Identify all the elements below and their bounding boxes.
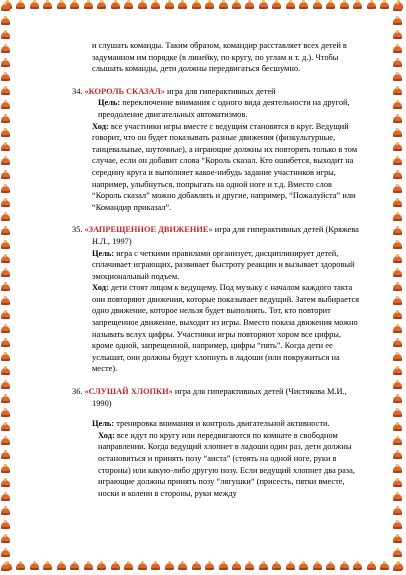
- orange-pot-ornament-icon: [0, 226, 11, 237]
- move-text: все участники игры вместе с ведущим становятся в круг. Ведущий говорит, что он будет показывать разные движения (физкультурные, танцевальные, шуточные), а играющие должны их повторять только в том случае, если он добавит слова “Король сказал. Кто ошибется, выходит на середину круга и выполняет какое-нибудь задание участников игры, например, улыбнуться, попрыгать на одной ноге и т.д. Вместо слов “Король сказал” можно добавлять и другие, например, “Пожалуйста” или “Командир приказал”.: [92, 121, 358, 212]
- orange-pot-ornament-icon: [42, 0, 53, 11]
- orange-pot-ornament-icon: [392, 16, 403, 27]
- orange-pot-ornament-icon: [392, 394, 403, 405]
- orange-pot-ornament-icon: [0, 380, 11, 391]
- orange-pot-ornament-icon: [298, 561, 309, 572]
- orange-pot-ornament-icon: [392, 464, 403, 475]
- move-text: все идут по кругу или передвигаются по комнате в свободном направлении. Когда ведущий хлопнет в ладоши один раз, дети должны остановиться и принять позу “аиста” (стоять на одной ноге, руки в стороны) или какую-либо другую позу. Если ведущий хлопнет два раза, играющие должны принять позу “лягушки” (присесть, пятки вместе, носки и колени в стороны, руки между: [98, 430, 355, 498]
- game-move: [92, 430, 362, 500]
- orange-pot-ornament-icon: [0, 198, 11, 209]
- orange-pot-ornament-icon: [325, 561, 336, 572]
- orange-pot-ornament-icon: [0, 338, 11, 349]
- orange-pot-ornament-icon: [0, 184, 11, 195]
- orange-pot-ornament-icon: [392, 72, 403, 83]
- orange-pot-ornament-icon: [69, 0, 80, 11]
- orange-pot-ornament-icon: [123, 561, 134, 572]
- game-heading: [72, 386, 362, 409]
- orange-pot-ornament-icon: [392, 44, 403, 55]
- orange-pot-ornament-icon: [29, 561, 40, 572]
- orange-pot-ornament-icon: [204, 0, 215, 11]
- orange-pot-ornament-icon: [0, 170, 11, 181]
- goal-text: игра с четкими правилами организует, дисциплинирует детей, сплачивает играющих, развивает быстроту реакции и вызывает здоровый эмоциональный подъем.: [92, 248, 355, 281]
- orange-pot-ornament-icon: [392, 184, 403, 195]
- orange-pot-ornament-icon: [164, 561, 175, 572]
- orange-pot-ornament-icon: [15, 0, 26, 11]
- orange-pot-ornament-icon: [352, 561, 363, 572]
- game-title: «ЗАПРЕЩЕННОЕ ДВИЖЕНИЕ»: [84, 225, 213, 235]
- orange-pot-ornament-icon: [392, 226, 403, 237]
- orange-pot-ornament-icon: [298, 0, 309, 11]
- game-goal: [92, 418, 362, 430]
- orange-pot-ornament-icon: [0, 534, 11, 545]
- orange-pot-ornament-icon: [392, 296, 403, 307]
- orange-pot-ornament-icon: [312, 561, 323, 572]
- orange-pot-ornament-icon: [392, 268, 403, 279]
- orange-pot-ornament-icon: [392, 338, 403, 349]
- orange-pot-ornament-icon: [231, 0, 242, 11]
- orange-pot-ornament-icon: [137, 561, 148, 572]
- game-title: «СЛУШАЙ ХЛОПКИ»: [84, 387, 173, 397]
- orange-pot-ornament-icon: [312, 0, 323, 11]
- document-body: [72, 40, 362, 510]
- game-move: [92, 121, 362, 214]
- game-subtitle: игра для гиперактивных детей (Чистякова М.И., 1990): [92, 387, 347, 408]
- game-34: [72, 86, 362, 214]
- orange-pot-ornament-icon: [392, 380, 403, 391]
- orange-pot-ornament-icon: [392, 408, 403, 419]
- orange-pot-ornament-icon: [392, 128, 403, 139]
- orange-pot-ornament-icon: [0, 254, 11, 265]
- game-heading: [72, 86, 362, 98]
- orange-pot-ornament-icon: [231, 561, 242, 572]
- orange-pot-ornament-icon: [150, 561, 161, 572]
- move-text: дети стоят лицом к ведущему. Под музыку с началом каждого такта они повторяют движения, которые показывает ведущий. Затем выбирается одно движение, которое нельзя будет выполнять. Тот, кто повторит запрещенное движение, выходит из игры. Вместо показа движения можно называть вслух цифры. Участники игры повторяют хором все цифры, кроме одной, запрещенной, например, цифры “пять”. Когда дети ее услышат, они должны будут хлопнуть в ладоши (или покружиться на месте).: [92, 283, 360, 374]
- orange-pot-ornament-icon: [191, 561, 202, 572]
- orange-pot-ornament-icon: [379, 0, 390, 11]
- orange-pot-ornament-icon: [83, 561, 94, 572]
- game-title: «КОРОЛЬ СКАЗАЛ»: [84, 86, 165, 96]
- orange-pot-ornament-icon: [285, 561, 296, 572]
- orange-pot-ornament-icon: [0, 450, 11, 461]
- game-36: [72, 386, 362, 499]
- orange-pot-ornament-icon: [0, 394, 11, 405]
- orange-pot-ornament-icon: [392, 324, 403, 335]
- orange-pot-ornament-icon: [137, 0, 148, 11]
- orange-pot-ornament-icon: [123, 0, 134, 11]
- game-subtitle: игра для гиперактивных детей (Кряжева Н.Л., 1997): [92, 225, 359, 246]
- orange-pot-ornament-icon: [392, 212, 403, 223]
- orange-pot-ornament-icon: [258, 0, 269, 11]
- game-goal: [92, 248, 362, 283]
- orange-pot-ornament-icon: [0, 282, 11, 293]
- orange-pot-ornament-icon: [218, 0, 229, 11]
- orange-pot-ornament-icon: [339, 0, 350, 11]
- orange-pot-ornament-icon: [0, 16, 11, 27]
- orange-pot-ornament-icon: [392, 100, 403, 111]
- orange-pot-ornament-icon: [56, 561, 67, 572]
- orange-pot-ornament-icon: [339, 561, 350, 572]
- move-label: Ход:: [92, 121, 109, 131]
- orange-pot-ornament-icon: [392, 170, 403, 181]
- orange-pot-ornament-icon: [392, 548, 403, 559]
- orange-pot-ornament-icon: [392, 422, 403, 433]
- orange-pot-ornament-icon: [392, 254, 403, 265]
- border-right: [392, 0, 406, 575]
- orange-pot-ornament-icon: [56, 0, 67, 11]
- orange-pot-ornament-icon: [392, 142, 403, 153]
- orange-pot-ornament-icon: [0, 128, 11, 139]
- orange-pot-ornament-icon: [0, 464, 11, 475]
- game-35: [72, 224, 362, 375]
- orange-pot-ornament-icon: [366, 561, 377, 572]
- border-bottom: [0, 561, 406, 575]
- orange-pot-ornament-icon: [0, 142, 11, 153]
- orange-pot-ornament-icon: [0, 268, 11, 279]
- orange-pot-ornament-icon: [177, 0, 188, 11]
- orange-pot-ornament-icon: [392, 156, 403, 167]
- orange-pot-ornament-icon: [0, 478, 11, 489]
- goal-label: Цель:: [98, 98, 121, 108]
- orange-pot-ornament-icon: [325, 0, 336, 11]
- orange-pot-ornament-icon: [0, 30, 11, 41]
- orange-pot-ornament-icon: [379, 561, 390, 572]
- orange-pot-ornament-icon: [0, 86, 11, 97]
- game-number: 34.: [72, 86, 83, 96]
- orange-pot-ornament-icon: [392, 506, 403, 517]
- goal-label: Цель:: [92, 248, 115, 258]
- orange-pot-ornament-icon: [96, 0, 107, 11]
- orange-pot-ornament-icon: [0, 2, 11, 13]
- orange-pot-ornament-icon: [0, 422, 11, 433]
- goal-text: тренировка внимания и контроль двигательной активности.: [114, 419, 330, 429]
- goal-label: Цель:: [92, 419, 115, 429]
- orange-pot-ornament-icon: [392, 58, 403, 69]
- orange-pot-ornament-icon: [110, 561, 121, 572]
- orange-pot-ornament-icon: [218, 561, 229, 572]
- orange-pot-ornament-icon: [0, 310, 11, 321]
- orange-pot-ornament-icon: [392, 492, 403, 503]
- orange-pot-ornament-icon: [392, 2, 403, 13]
- orange-pot-ornament-icon: [392, 520, 403, 531]
- orange-pot-ornament-icon: [392, 352, 403, 363]
- orange-pot-ornament-icon: [177, 561, 188, 572]
- move-label: Ход:: [92, 283, 109, 293]
- orange-pot-ornament-icon: [0, 58, 11, 69]
- orange-pot-ornament-icon: [0, 562, 11, 573]
- orange-pot-ornament-icon: [164, 0, 175, 11]
- orange-pot-ornament-icon: [15, 561, 26, 572]
- border-left: [0, 0, 14, 575]
- orange-pot-ornament-icon: [0, 324, 11, 335]
- border-top: [0, 0, 406, 14]
- orange-pot-ornament-icon: [392, 114, 403, 125]
- orange-pot-ornament-icon: [191, 0, 202, 11]
- game-number: 35.: [72, 225, 83, 235]
- orange-pot-ornament-icon: [392, 310, 403, 321]
- orange-pot-ornament-icon: [392, 562, 403, 573]
- orange-pot-ornament-icon: [352, 0, 363, 11]
- orange-pot-ornament-icon: [0, 296, 11, 307]
- orange-pot-ornament-icon: [110, 0, 121, 11]
- orange-pot-ornament-icon: [0, 72, 11, 83]
- orange-pot-ornament-icon: [96, 561, 107, 572]
- orange-pot-ornament-icon: [271, 0, 282, 11]
- orange-pot-ornament-icon: [392, 366, 403, 377]
- orange-pot-ornament-icon: [0, 506, 11, 517]
- orange-pot-ornament-icon: [0, 156, 11, 167]
- game-number: 36.: [72, 387, 83, 397]
- orange-pot-ornament-icon: [392, 282, 403, 293]
- orange-pot-ornament-icon: [42, 561, 53, 572]
- orange-pot-ornament-icon: [0, 492, 11, 503]
- orange-pot-ornament-icon: [0, 100, 11, 111]
- orange-pot-ornament-icon: [392, 198, 403, 209]
- game-subtitle: игра для гиперактивных детей: [164, 86, 276, 96]
- orange-pot-ornament-icon: [0, 240, 11, 251]
- orange-pot-ornament-icon: [392, 30, 403, 41]
- move-label: Ход:: [98, 430, 115, 440]
- orange-pot-ornament-icon: [392, 436, 403, 447]
- orange-pot-ornament-icon: [258, 561, 269, 572]
- orange-pot-ornament-icon: [392, 86, 403, 97]
- orange-pot-ornament-icon: [69, 561, 80, 572]
- orange-pot-ornament-icon: [285, 0, 296, 11]
- orange-pot-ornament-icon: [0, 352, 11, 363]
- game-heading: [72, 224, 362, 247]
- orange-pot-ornament-icon: [392, 478, 403, 489]
- orange-pot-ornament-icon: [150, 0, 161, 11]
- orange-pot-ornament-icon: [0, 114, 11, 125]
- orange-pot-ornament-icon: [29, 0, 40, 11]
- orange-pot-ornament-icon: [244, 561, 255, 572]
- orange-pot-ornament-icon: [0, 548, 11, 559]
- orange-pot-ornament-icon: [0, 212, 11, 223]
- orange-pot-ornament-icon: [0, 44, 11, 55]
- orange-pot-ornament-icon: [0, 436, 11, 447]
- orange-pot-ornament-icon: [392, 450, 403, 461]
- orange-pot-ornament-icon: [366, 0, 377, 11]
- game-goal: [92, 97, 362, 120]
- orange-pot-ornament-icon: [244, 0, 255, 11]
- game-move: [92, 282, 362, 375]
- orange-pot-ornament-icon: [392, 240, 403, 251]
- orange-pot-ornament-icon: [392, 534, 403, 545]
- orange-pot-ornament-icon: [0, 366, 11, 377]
- orange-pot-ornament-icon: [0, 408, 11, 419]
- orange-pot-ornament-icon: [204, 561, 215, 572]
- orange-pot-ornament-icon: [271, 561, 282, 572]
- orange-pot-ornament-icon: [0, 520, 11, 531]
- orange-pot-ornament-icon: [83, 0, 94, 11]
- goal-text: переключение внимания с одного вида деятельности на другой, преодоление двигательных автоматизмов.: [98, 98, 350, 119]
- continuation-paragraph: и слушать команды. Таким образом, командир расставляет всех детей в задуманном им порядке (в линейку, по кругу, по углам и т. д.). Чтобы слышать команды, дети должны передвигаться бесшумно.: [92, 41, 347, 74]
